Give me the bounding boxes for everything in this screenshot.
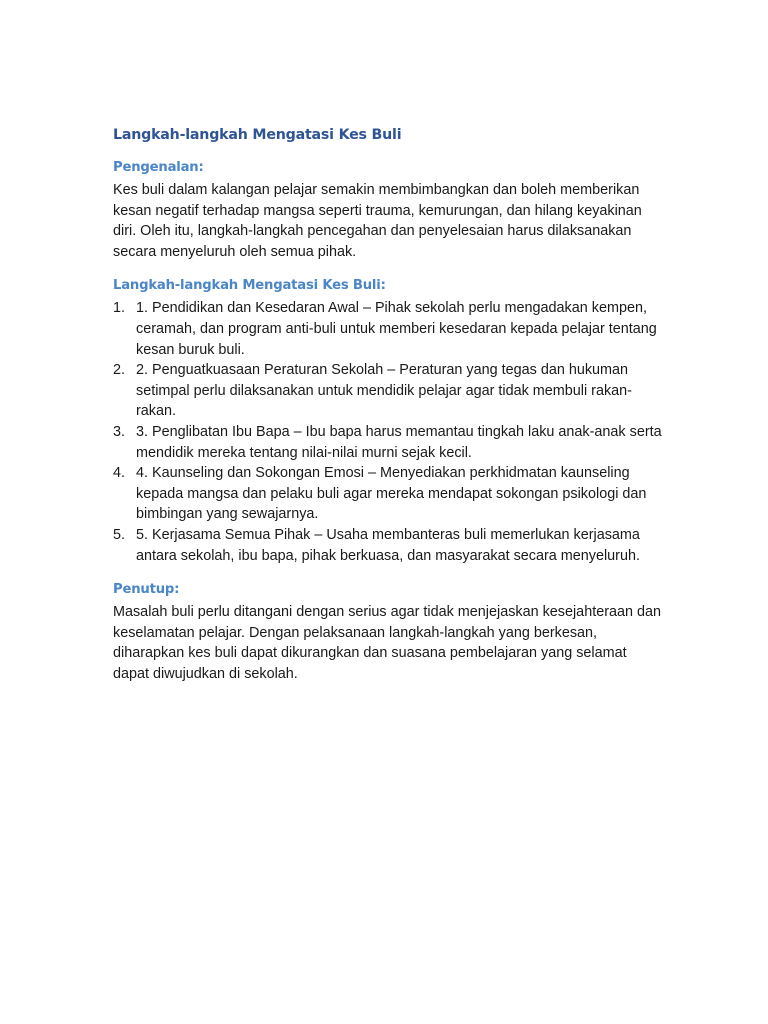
list-item-text: 3. Penglibatan Ibu Bapa – Ibu bapa harus memantau tingkah laku anak-anak serta mendidik mereka tentang nilai-nilai murni sejak kecil. [136,423,662,461]
steps-heading: Langkah-langkah Mengatasi Kes Buli: [113,278,386,294]
list-item [113,463,663,525]
closing-paragraph: Masalah buli perlu ditangani dengan serius agar tidak menjejaskan kesejahteraan dan keselamatan pelajar. Dengan pelaksanaan langkah-langkah yang berkesan, diharapkan kes buli dapat dikurangkan dan suasana pembelajaran yang selamat dapat diwujudkan di sekolah. [113,604,662,682]
steps-list [113,298,663,566]
list-item-number: 4. [113,465,126,482]
list-item-text: 5. Kerjasama Semua Pihak – Usaha membanteras buli memerlukan kerjasama antara sekolah, ibu bapa, pihak berkuasa, dan masyarakat secara menyeluruh. [136,526,640,564]
list-item [113,525,663,566]
list-item-number: 1. [113,300,126,317]
document-body [113,124,663,698]
list-item-number: 2. [113,362,126,379]
closing-heading: Penutup: [113,582,180,598]
intro-paragraph: Kes buli dalam kalangan pelajar semakin membimbangkan dan boleh memberikan kesan negatif terhadap mangsa seperti trauma, kemurungan, dan hilang keyakinan diri. Oleh itu, langkah-langkah pencegahan dan penyelesaian harus dilaksanakan secara menyeluruh oleh semua pihak. [113,182,642,260]
list-item-number: 5. [113,526,126,543]
list-item [113,360,663,422]
document-title: Langkah-langkah Mengatasi Kes Buli [113,127,402,143]
list-item-text: 2. Penguatkuasaan Peraturan Sekolah – Peraturan yang tegas dan hukuman setimpal perlu dilaksanakan untuk mendidik pelajar agar tidak membuli rakan-rakan. [136,362,632,420]
list-item [113,298,663,360]
list-item [113,422,663,463]
intro-heading: Pengenalan: [113,160,204,175]
list-item-text: 4. Kaunseling dan Sokongan Emosi – Menyediakan perkhidmatan kaunseling kepada mangsa dan pelaku buli agar mereka mendapat sokongan psikologi dan bimbingan yang sewajarnya. [136,465,647,523]
list-item-text: 1. Pendidikan dan Kesedaran Awal – Pihak sekolah perlu mengadakan kempen, ceramah, dan program anti-buli untuk memberi kesedaran kepada pelajar tentang kesan buruk buli. [136,300,657,358]
list-item-number: 3. [113,423,126,440]
